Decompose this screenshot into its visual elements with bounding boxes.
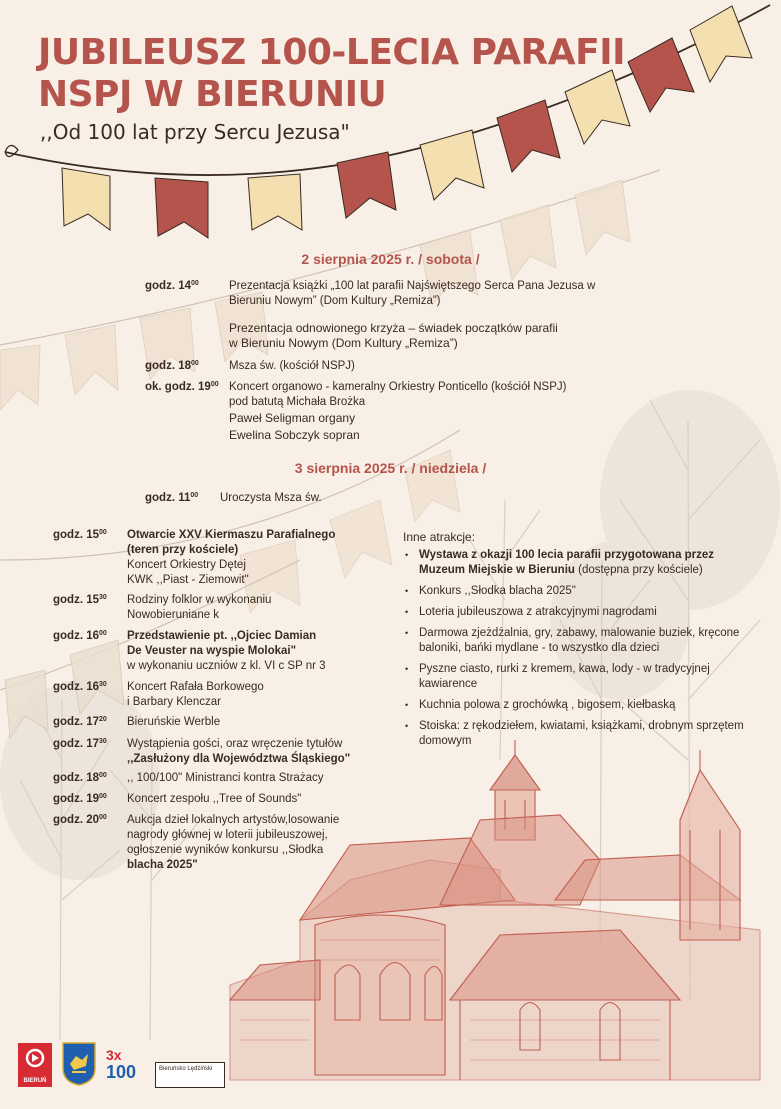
event-time: godz. $14^{00}$	[145, 280, 199, 292]
list-item: • Wystawa z okazji 100 lecia parafii przygotowana przez Muzeum Miejskie w Bieruniu (dostępna przy kościele)	[403, 548, 763, 578]
church-illustration	[230, 740, 760, 1080]
event-description: Rodziny folklor w wykonaniu Nowobieruniane k	[127, 594, 272, 621]
event-time: godz. $15^{30}$	[53, 594, 107, 606]
event-time: godz. $18^{00}$	[53, 772, 107, 784]
event-description: Prezentacja książki „100 lat parafii Najświętszego Serca Pana Jezusa w Bieruniu Nowym” (Dom Kultury „Remiza”)	[229, 280, 596, 307]
event-time: godz. $15^{00}$	[53, 529, 107, 541]
list-item: • Pyszne ciasto, rurki z kremem, kawa, lody - w tradycyjnej kawiarence	[403, 662, 763, 692]
attractions-list	[403, 548, 763, 755]
event-time: godz. $20^{00}$	[53, 814, 107, 826]
event-time: godz. $19^{00}$	[53, 793, 107, 805]
event-description: Otwarcie XXV Kiermaszu Parafialnego (teren przy kościele) Koncert Orkiestry Dętej KWK ,,Piast - Ziemowit"	[127, 529, 336, 586]
list-item: • Darmowa zjeżdżalnia, gry, zabawy, malowanie buziek, kręcone baloniki, bańki mydlane - to wszystko dla dzieci	[403, 626, 763, 656]
page-title	[38, 32, 625, 116]
list-item: • Stoiska: z rękodziełem, kwiatami, książkami, drobnym sprzętem domowym	[403, 719, 763, 749]
title-line-2: NSPJ W BIERUNIU	[38, 74, 387, 115]
event-description: Prezentacja odnowionego krzyża – świadek początków parafii w Bieruniu Nowym (Dom Kultury „Remiza”)	[229, 321, 558, 350]
subtitle: ,,Od 100 lat przy Sercu Jezusa"	[40, 120, 350, 144]
event-description: Koncert zespołu ,,Tree of Sounds"	[127, 793, 302, 805]
list-item: • Kuchnia polowa z grochówką , bigosem, kiełbaską	[403, 698, 763, 713]
event-description: Aukcja dzieł lokalnych artystów,losowanie nagrody głównej w loterii jubileuszowej, ogłoszenie wyników konkursu ,,Słodka blacha 2025"	[127, 814, 340, 871]
list-item: • Loteria jubileuszowa z atrakcyjnymi nagrodami	[403, 605, 763, 620]
event-time: godz. $16^{00}$	[53, 630, 107, 642]
event-description: Przedstawienie pt. ,,Ojciec Damian De Veuster na wyspie Molokai" w wykonaniu uczniów z kl. VI c SP nr 3	[127, 630, 326, 672]
bierun-logo: BIERUŃ	[18, 1043, 52, 1087]
event-time: godz. $18^{00}$	[145, 360, 199, 372]
day2-heading: 3 sierpnia 2025 r. / niedziela /	[294, 460, 487, 476]
event-time: godz. $17^{30}$	[53, 738, 107, 750]
title-line-1: JUBILEUSZ 100-LECIA PARAFII	[38, 32, 626, 73]
event-description: ,, 100/100" Ministranci kontra Strażacy	[127, 772, 324, 784]
event-time: godz. $17^{20}$	[53, 716, 107, 728]
event-time: godz. $16^{30}$	[53, 681, 107, 693]
event-description: Msza św. (kościół NSPJ)	[229, 360, 355, 372]
event-description: Wystąpienia gości, oraz wręczenie tytułów ,,Zasłużony dla Województwa Śląskiego"	[127, 738, 351, 765]
event-description: Uroczysta Msza św.	[220, 492, 322, 504]
list-item: • Konkurs ,,Słodka blacha 2025"	[403, 584, 763, 599]
jubilee-badge-logo: 3x 100	[106, 1047, 137, 1082]
bierun-logo-icon	[18, 1043, 52, 1073]
day1-heading: 2 sierpnia 2025 r. / sobota /	[301, 251, 480, 267]
event-time: godz. $11^{00}$	[145, 492, 199, 504]
event-description: Koncert Rafała Borkowego i Barbary Klenczar	[127, 681, 264, 708]
coat-of-arms-icon	[62, 1042, 96, 1086]
attractions-heading: Inne atrakcje:	[403, 530, 476, 544]
event-time: ok. godz. $19^{00}$	[145, 381, 219, 393]
coat-of-arms-logo	[62, 1042, 96, 1086]
event-description: Koncert organowo - kameralny Orkiestry Ponticello (kościół NSPJ) pod batutą Michała Brożka Paweł Seligman organy Ewelina Sobczyk sopran	[229, 381, 567, 442]
district-logo: Bieruńsko Lędziński	[155, 1062, 225, 1088]
event-description: Bieruńskie Werble	[127, 716, 221, 728]
